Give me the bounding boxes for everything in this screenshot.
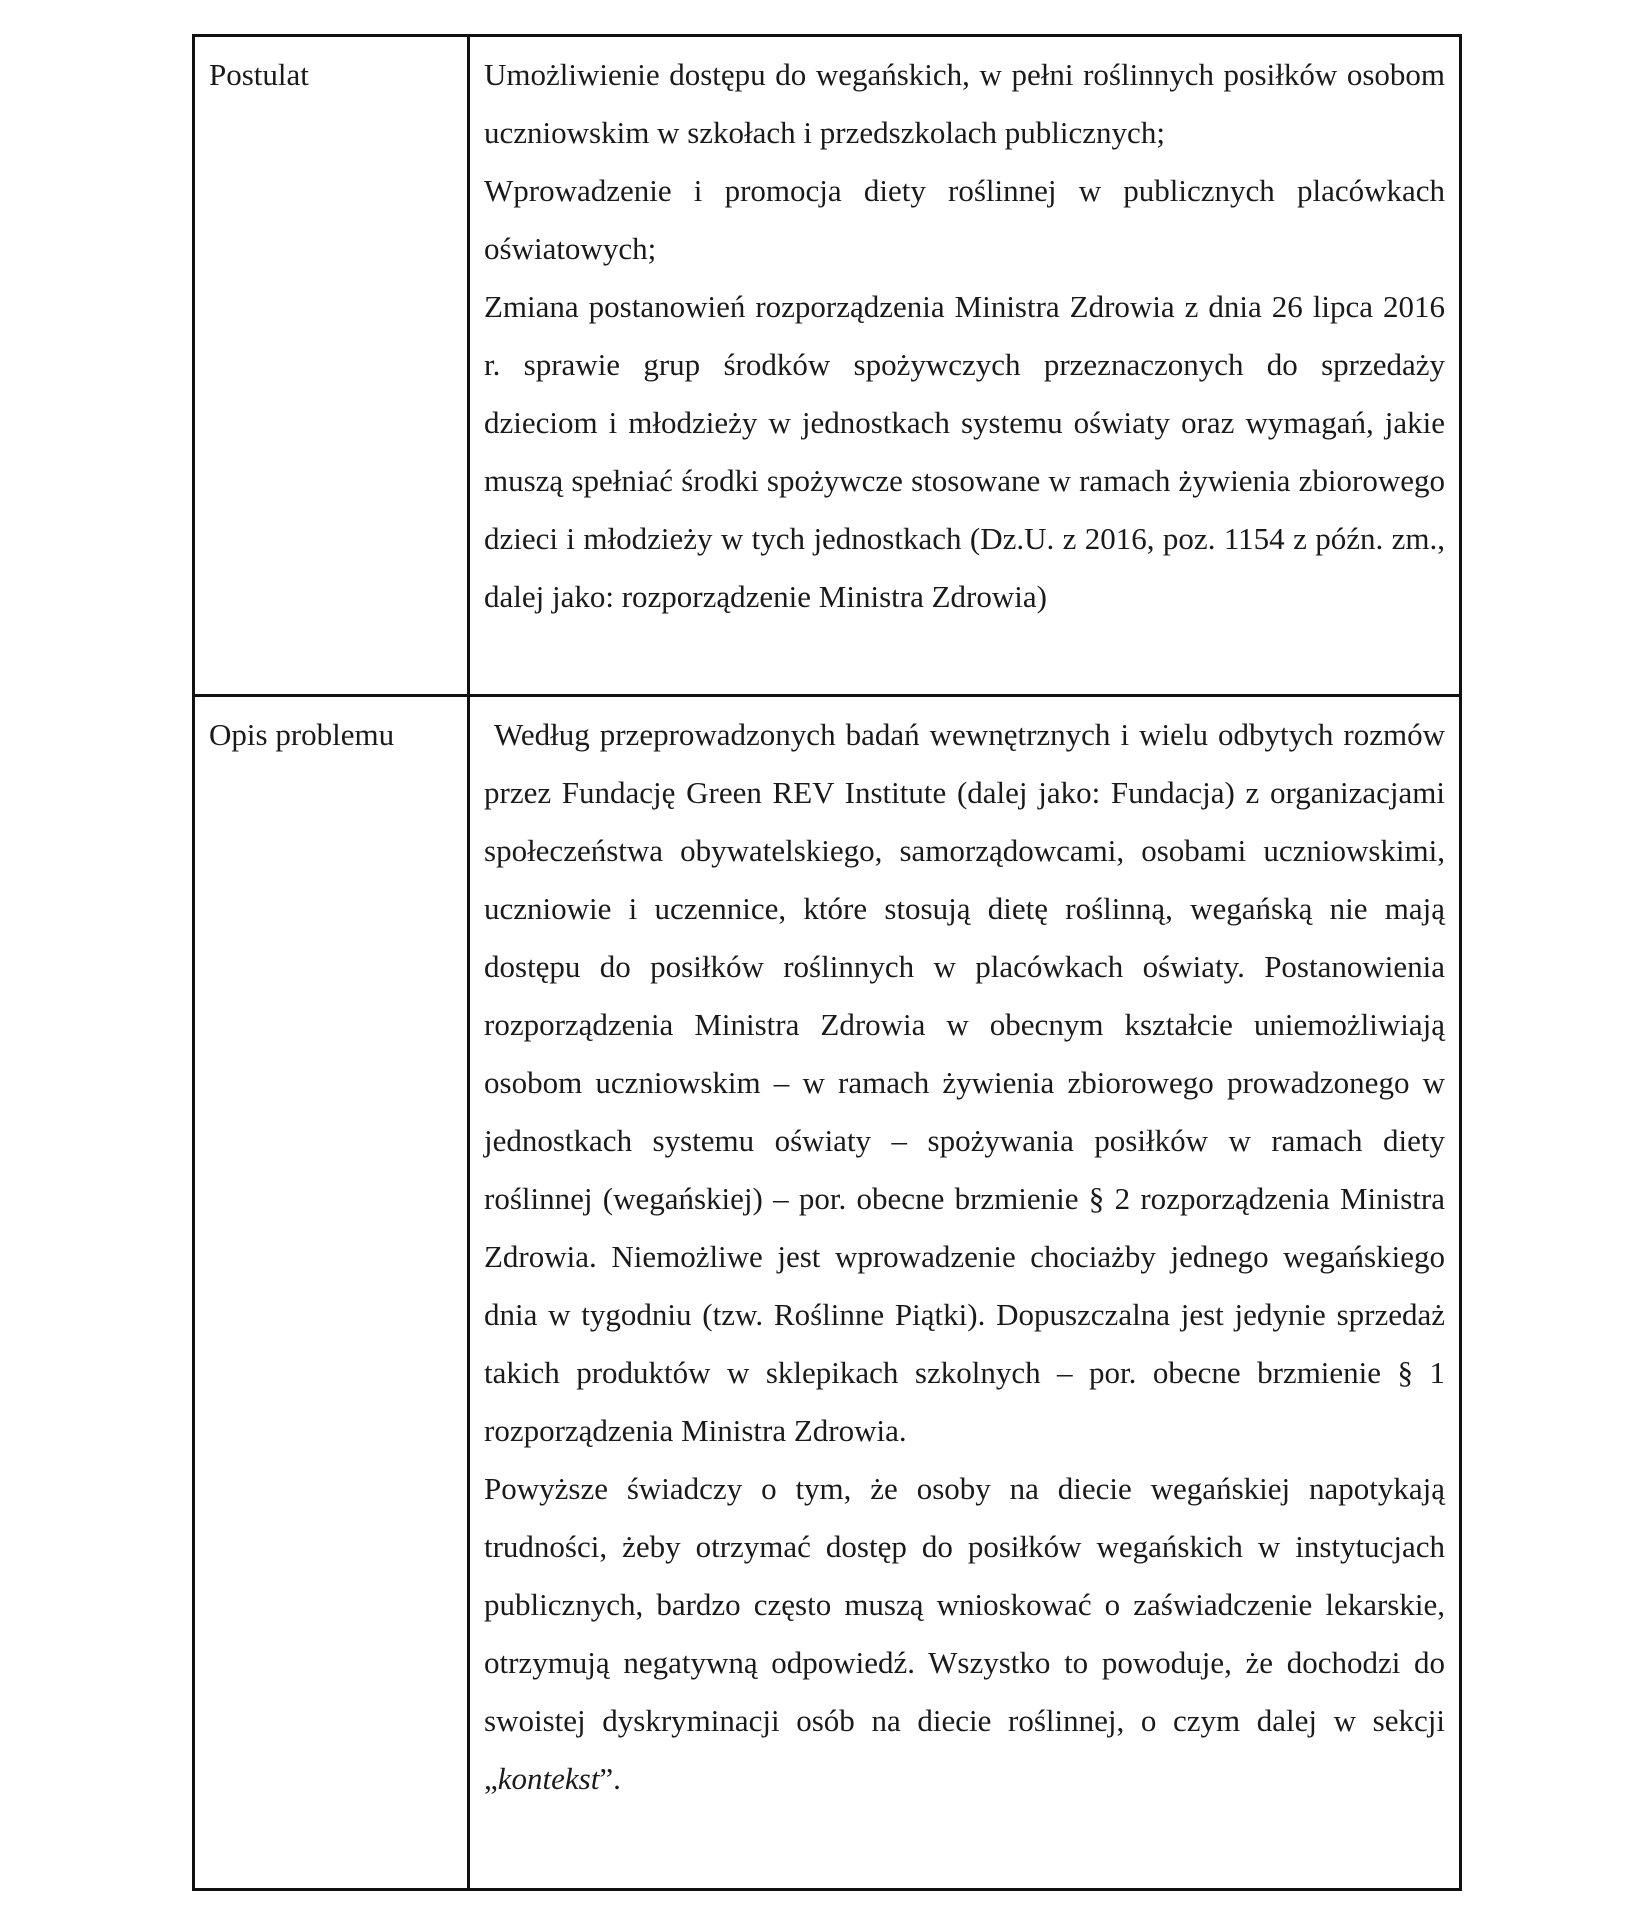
- opis-paragraph-2-end: ”.: [599, 1761, 621, 1796]
- opis-paragraph-2: [484, 1460, 1445, 1808]
- postulat-paragraph-3: Zmiana postanowień rozporządzenia Ministra Zdrowia z dnia 26 lipca 2016 r. sprawie grup środków spożywczych przeznaczonych do sprzedaży dzieciom i młodzieży w jednostkach systemu oświaty oraz wymagań, jakie muszą spełniać środki spożywcze stosowane w ramach żywienia zbiorowego dzieci i młodzieży w tych jednostkach (Dz.U. z 2016, poz. 1154 z późn. zm., dalej jako: rozporządzenie Ministra Zdrowia): [484, 289, 1445, 614]
- postulat-paragraph-1: Umożliwienie dostępu do wegańskich, w pełni roślinnych posiłków osobom uczniowskim w szkołach i przedszkolach publicznych;: [484, 57, 1445, 150]
- opis-problemu-content: [469, 696, 1461, 1890]
- opis-paragraph-2-text: Powyższe świadczy o tym, że osoby na diecie wegańskiej napotykają trudności, żeby otrzymać dostęp do posiłków wegańskich w instytucjach publicznych, bardzo często muszą wnioskować o zaświadczenie lekarskie, otrzymują negatywną odpowiedź. Wszystko to powoduje, że dochodzi do swoistej dyskryminacji osób na diecie roślinnej, o czym dalej w sekcji „: [484, 1471, 1445, 1796]
- postulat-content: [469, 36, 1461, 696]
- postulat-paragraph-2: Wprowadzenie i promocja diety roślinnej w publicznych placówkach oświatowych;: [484, 173, 1445, 266]
- opis-paragraph-1: Według przeprowadzonych badań wewnętrznych i wielu odbytych rozmów przez Fundację Green REV Institute (dalej jako: Fundacja) z organizacjami społeczeństwa obywatelskiego, samorządowcami, osobami uczniowskimi, uczniowie i uczennice, które stosują dietę roślinną, wegańską nie mają dostępu do posiłków roślinnych w placówkach oświaty. Postanowienia rozporządzenia Ministra Zdrowia w obecnym kształcie uniemożliwiają osobom uczniowskim – w ramach żywienia zbiorowego prowadzonego w jednostkach systemu oświaty – spożywania posiłków w ramach diety roślinnej (wegańskiej) – por. obecne brzmienie § 2 rozporządzenia Ministra Zdrowia. Niemożliwe jest wprowadzenie chociażby jednego wegańskiego dnia w tygodniu (tzw. Roślinne Piątki). Dopuszczalna jest jedynie sprzedaż takich produktów w sklepikach szkolnych – por. obecne brzmienie § 1 rozporządzenia Ministra Zdrowia.: [484, 717, 1453, 1448]
- row-label-opis-problemu: Opis problemu: [194, 696, 469, 1890]
- table-row-opis-problemu: [194, 696, 1461, 1890]
- kontekst-italic-term: kontekst: [497, 1761, 600, 1796]
- table-row-postulat: [194, 36, 1461, 696]
- content-table: [192, 34, 1462, 1891]
- row-label-postulat: Postulat: [194, 36, 469, 696]
